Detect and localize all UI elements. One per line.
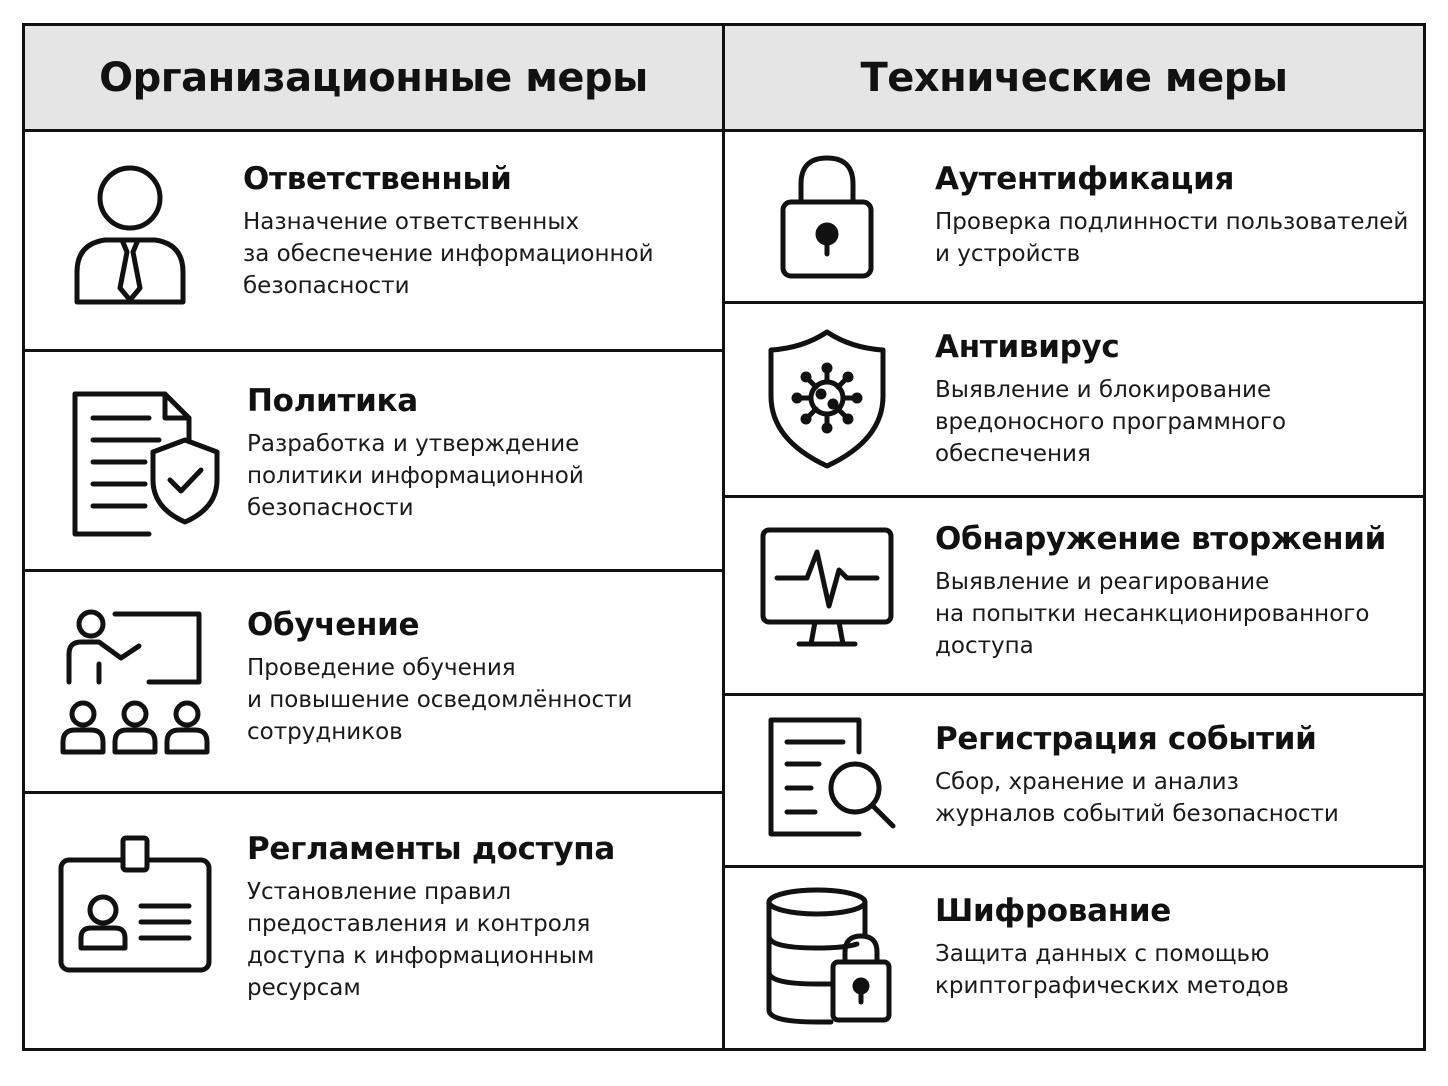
measure-row-policy <box>25 352 722 572</box>
database-lock-icon <box>765 886 893 1026</box>
measure-title: Антивирус <box>935 329 1120 365</box>
id-badge-icon <box>57 834 213 974</box>
organizational-header <box>25 26 722 132</box>
padlock-icon <box>777 152 877 282</box>
measure-title: Ответственный <box>243 161 512 197</box>
measure-description: Установление правил предоставления и контроля доступа к информационным ресурсам <box>247 879 595 1001</box>
measure-row-training <box>25 572 722 794</box>
measure-description: Выявление и блокирование вредоносного программного обеспечения <box>935 377 1287 467</box>
measure-description: Сбор, хранение и анализ журналов событий безопасности <box>935 769 1339 827</box>
measure-description: Проведение обучения и повышение осведомлённости сотрудников <box>247 655 633 745</box>
training-icon <box>59 606 219 756</box>
measure-row-authentication <box>725 132 1423 304</box>
organizational-column <box>25 26 725 1048</box>
measure-row-event-logging <box>725 696 1423 868</box>
measure-title: Политика <box>247 383 418 419</box>
log-search-icon <box>767 716 897 838</box>
measure-title: Регламенты доступа <box>247 831 615 867</box>
monitor-pulse-icon <box>759 526 895 650</box>
measure-title: Обнаружение вторжений <box>935 521 1387 557</box>
measure-title: Шифрование <box>935 893 1171 929</box>
measure-description: Выявление и реагирование на попытки несанкционированного доступа <box>935 569 1370 659</box>
organizational-header-label: Организационные меры <box>99 54 648 101</box>
measure-row-encryption <box>725 868 1423 1048</box>
measures-table <box>22 23 1426 1051</box>
person-icon <box>65 160 195 310</box>
measure-row-responsible <box>25 132 722 352</box>
measure-title: Аутентификация <box>935 161 1235 197</box>
measure-row-antivirus <box>725 304 1423 498</box>
measure-row-intrusion-detection <box>725 498 1423 696</box>
virus-shield-icon <box>765 326 889 472</box>
measure-description: Проверка подлинности пользователей и устройств <box>935 209 1409 267</box>
measure-row-access-rules <box>25 794 722 1048</box>
measure-description: Назначение ответственных за обеспечение информационной безопасности <box>243 209 654 299</box>
measure-title: Регистрация событий <box>935 721 1317 757</box>
measure-description: Разработка и утверждение политики информационной безопасности <box>247 431 584 521</box>
measure-title: Обучение <box>247 607 420 643</box>
measure-description: Защита данных с помощью криптографических методов <box>935 941 1289 999</box>
technical-header-label: Технические меры <box>860 54 1288 101</box>
policy-document-icon <box>69 388 229 538</box>
technical-column <box>725 26 1423 1048</box>
technical-header <box>725 26 1423 132</box>
